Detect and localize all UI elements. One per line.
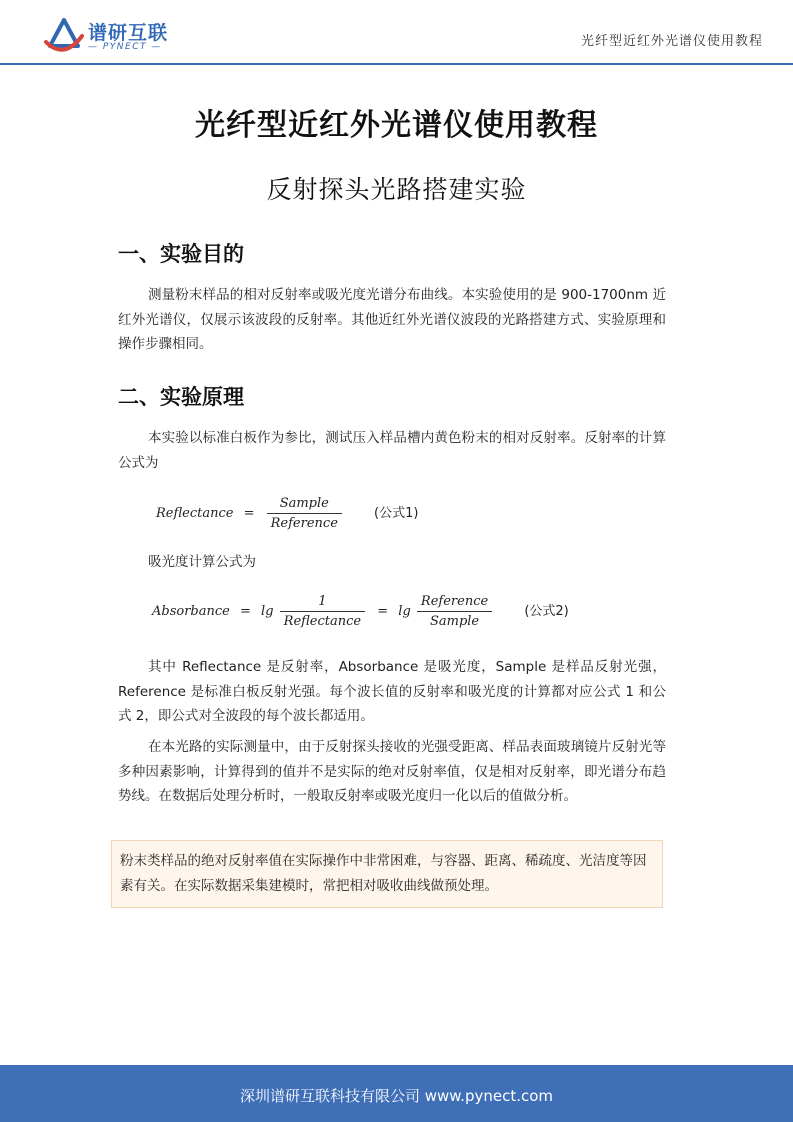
formula2-equals-1: = bbox=[239, 604, 251, 619]
formula2-numerator-1: 1 bbox=[280, 594, 365, 612]
formula2-numerator-2: Reference bbox=[417, 594, 492, 612]
header-title: 光纤型近红外光谱仪使用教程 bbox=[580, 34, 763, 49]
logo-mark-icon bbox=[44, 16, 84, 56]
formula1-fraction bbox=[267, 496, 342, 531]
formula2-lg-1: lg bbox=[261, 604, 274, 619]
logo-name: 谱研互联 bbox=[88, 22, 169, 44]
header-divider bbox=[0, 63, 793, 65]
logo-subtitle: — PYNECT — bbox=[88, 42, 162, 52]
formula1-lhs: Reflectance bbox=[156, 506, 234, 521]
formula-absorbance bbox=[152, 594, 569, 629]
document-title: 光纤型近红外光谱仪使用教程 bbox=[195, 108, 598, 143]
formula2-label: (公式2) bbox=[524, 604, 569, 619]
formula1-denominator: Reference bbox=[270, 516, 338, 531]
formula2-fraction-1 bbox=[280, 594, 365, 629]
company-logo bbox=[44, 16, 184, 56]
formula1-numerator: Sample bbox=[267, 496, 342, 514]
formula2-denominator-1: Reflectance bbox=[283, 614, 362, 629]
formula2-equals-2: = bbox=[377, 604, 389, 619]
formula-reflectance bbox=[156, 496, 418, 531]
formula2-lg-2: lg bbox=[398, 604, 411, 619]
footer-text: 深圳谱研互联科技有限公司 www.pynect.com bbox=[239, 1087, 554, 1105]
principle-paragraph-1: 本实验以标准白板作为参比，测试压入样品槽内黄色粉末的相对反射率。反射率的计算公式为 bbox=[118, 430, 666, 471]
formula1-equals: = bbox=[243, 506, 255, 521]
note-box: 粉末类样品的绝对反射率值在实际操作中非常困难，与容器、距离、稀疏度、光洁度等因素有关。在实际数据采集建模时，常把相对吸收曲线做预处理。 bbox=[111, 840, 663, 908]
purpose-paragraph: 测量粉末样品的相对反射率或吸光度光谱分布曲线。本实验使用的是 900-1700nm 近红外光谱仪，仅展示该波段的反射率。其他近红外光谱仪波段的光路搭建方式、实验原理和操作步骤相同。 bbox=[118, 287, 666, 352]
formula1-label: (公式1) bbox=[374, 506, 419, 521]
principle-paragraph-2: 吸光度计算公式为 bbox=[148, 554, 256, 570]
formula2-lhs: Absorbance bbox=[152, 604, 230, 619]
section-heading-purpose: 一、实验目的 bbox=[118, 242, 244, 266]
section-heading-principle: 二、实验原理 bbox=[118, 385, 244, 409]
principle-paragraph-3: 其中 Reflectance 是反射率，Absorbance 是吸光度，Sample 是样品反射光强，Reference 是标准白板反射光强。每个波长值的反射率和吸光度的计算都对应公式 1 和公式 2，即公式对全波段的每个波长都适用。 bbox=[118, 659, 666, 724]
principle-paragraph-4: 在本光路的实际测量中，由于反射探头接收的光强受距离、样品表面玻璃镜片反射光等多种因素影响，计算得到的值并不是实际的绝对反射率值，仅是相对反射率，即光谱分布趋势线。在数据后处理分析时，一般取反射率或吸光度归一化以后的值做分析。 bbox=[118, 739, 666, 804]
formula2-fraction-2 bbox=[417, 594, 492, 629]
formula2-denominator-2: Sample bbox=[429, 614, 480, 629]
document-subtitle: 反射探头光路搭建实验 bbox=[266, 175, 527, 204]
page-header bbox=[0, 0, 793, 64]
page-footer bbox=[0, 1065, 793, 1122]
